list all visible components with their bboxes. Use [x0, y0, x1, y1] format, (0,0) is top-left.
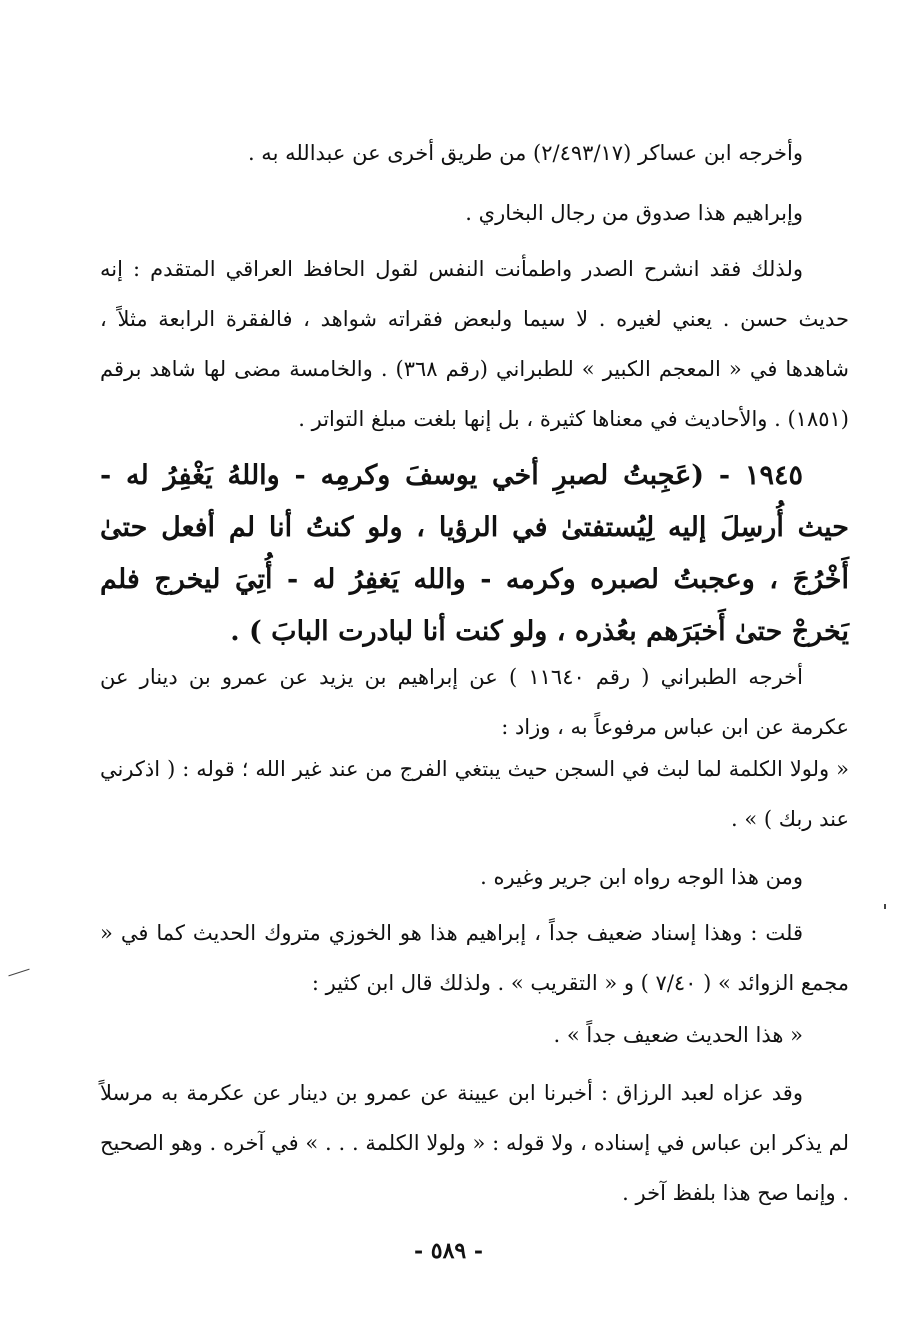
- paragraph-text: وإبراهيم هذا صدوق من رجال البخاري .: [465, 201, 803, 225]
- paragraph-abd-al-razzaq: [100, 1068, 849, 1218]
- paragraph-text: أخرجه الطبراني ( رقم ١١٦٤٠ ) عن إبراهيم بن يزيد عن عمرو بن دينار عن عكرمة عن ابن عباس مرفوعاً به ، وزاد :: [100, 665, 849, 739]
- quote-text: « هذا الحديث ضعيف جداً » .: [553, 1023, 803, 1047]
- hadith-text: ١٩٤٥ - (عَجِبتُ لصبرِ أخي يوسفَ وكرمِه - واللهُ يَغْفِرُ له - حيث أُرسِلَ إليه لِيُستفتىٰ في الرؤيا ، ولو كنتُ أنا لم أفعل حتىٰ أَخْرُجَ ، وعجبتُ لصبره وكرمه - والله يَغفِرُ له - أُتِيَ ليخرج فلم يَخرجْ حتىٰ أَخبَرَهم بعُذره ، ولو كنت أنا لبادرت البابَ ) .: [100, 460, 849, 647]
- page-number: - ٥٨٩ -: [413, 1238, 484, 1264]
- paragraph-ibn-asakir: [100, 128, 849, 178]
- paragraph-tabarani-takhrij: [100, 652, 849, 752]
- paragraph-text: وقد عزاه لعبد الرزاق : أخبرنا ابن عيينة عن عمرو بن دينار عن عكرمة به مرسلاً لم يذكر ابن عباس في إسناده ، ولا قوله : « ولولا الكلمة . . . » في آخره . وهو الصحيح . وإنما صح هذا بلفظ آخر .: [100, 1081, 849, 1205]
- paragraph-isnad-daif: [100, 908, 849, 1008]
- paragraph-ibrahim-saduq: [100, 188, 849, 238]
- hadith-1945-text: [100, 450, 849, 658]
- quote-text: « ولولا الكلمة لما لبث في السجن حيث يبتغي الفرج من عند غير الله ؛ قوله : ( اذكرني عند ربك ) » .: [100, 757, 849, 831]
- paragraph-text: ولذلك فقد انشرح الصدر واطمأنت النفس لقول الحافظ العراقي المتقدم : إنه حديث حسن . يعني لغيره . لا سيما ولبعض فقراته شواهد ، فالفقرة الرابعة مثلاً ، شاهدها في « المعجم الكبير » للطبراني (رقم ٣٦٨) . والخامسة مضى لها شاهد برقم (١٨٥١) . والأحاديث في معناها كثيرة ، بل إنها بلغت مبلغ التواتر .: [100, 257, 849, 431]
- paragraph-text: ومن هذا الوجه رواه ابن جرير وغيره .: [480, 865, 803, 889]
- quote-wa-lawla-al-kalima: [100, 744, 849, 844]
- paragraph-text: وأخرجه ابن عساكر (٢/٤٩٣/١٧) من طريق أخرى عن عبدالله به .: [247, 141, 803, 165]
- paragraph-ibn-jarir: [100, 852, 849, 902]
- scan-margin-mark: [8, 969, 29, 977]
- paragraph-iraqi-opinion: [100, 244, 849, 444]
- scan-margin-dot: [884, 904, 886, 909]
- paragraph-text: قلت : وهذا إسناد ضعيف جداً ، إبراهيم هذا هو الخوزي متروك الحديث كما في « مجمع الزوائد » ( ٧/٤٠ ) و « التقريب » . ولذلك قال ابن كثير :: [100, 921, 849, 995]
- quote-ibn-kathir: [100, 1010, 849, 1060]
